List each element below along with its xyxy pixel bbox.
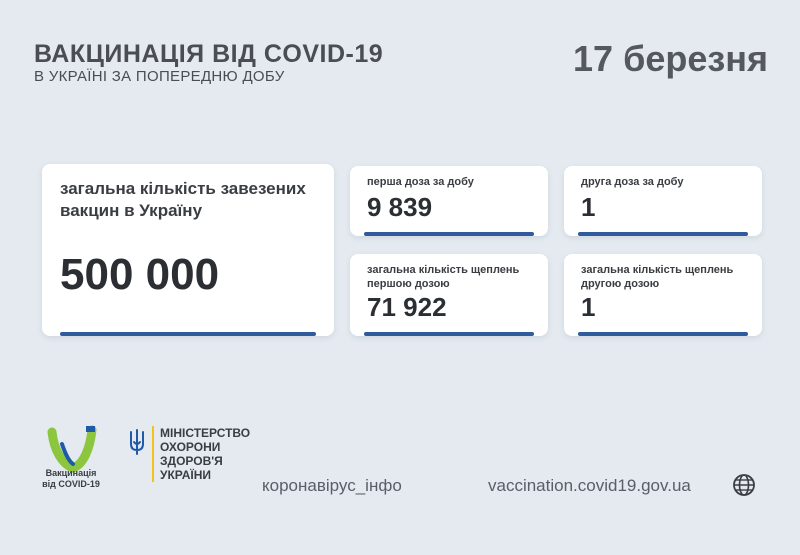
second-dose-day-card: [564, 166, 762, 236]
ministry-name: [152, 426, 260, 482]
vaccination-logo-label: [36, 468, 106, 490]
website-link[interactable]: vaccination.covid19.gov.ua: [488, 476, 691, 495]
card-accent-bar: [578, 332, 748, 336]
card-accent-bar: [364, 332, 534, 336]
second-dose-total-value: 1: [581, 292, 596, 322]
date-label: 17 березня: [573, 38, 768, 79]
total-delivered-card: [42, 164, 334, 336]
second-dose-total-card: [564, 254, 762, 336]
card-accent-bar: [60, 332, 316, 336]
globe-icon[interactable]: [732, 473, 756, 497]
vaccination-logo-text-2: від COVID-19: [42, 479, 100, 489]
trident-icon: [128, 428, 146, 456]
total-delivered-label: загальна кількість завезених вакцин в Україну: [60, 179, 306, 220]
second-dose-day-value: 1: [581, 192, 596, 222]
ministry-line-3: ЗДОРОВ'Я: [160, 454, 223, 468]
first-dose-day-label: перша доза за добу: [367, 176, 474, 188]
ministry-line-1: МІНІСТЕРСТВО: [160, 426, 251, 440]
card-accent-bar: [364, 232, 534, 236]
first-dose-day-value: 9 839: [367, 192, 433, 222]
total-delivered-value: 500 000: [60, 250, 220, 299]
first-dose-total-label: загальна кількість щеплень першою дозою: [367, 264, 520, 290]
card-accent-bar: [578, 232, 748, 236]
first-dose-total-card: [350, 254, 548, 336]
second-dose-day-label: друга доза за добу: [581, 176, 684, 188]
first-dose-day-card: [350, 166, 548, 236]
hashtag-link[interactable]: коронавірус_інфо: [262, 476, 402, 495]
first-dose-total-value: 71 922: [367, 292, 447, 322]
ministry-line-2: ОХОРОНИ: [160, 440, 221, 454]
page-title: ВАКЦИНАЦІЯ ВІД COVID-19: [34, 40, 384, 68]
vaccination-logo-text-1: Вакцинація: [45, 468, 97, 478]
ministry-line-4: УКРАЇНИ: [160, 468, 212, 482]
second-dose-total-label: загальна кількість щеплень другою дозою: [581, 264, 734, 290]
page-subtitle: В УКРАЇНІ ЗА ПОПЕРЕДНЮ ДОБУ: [34, 68, 285, 85]
